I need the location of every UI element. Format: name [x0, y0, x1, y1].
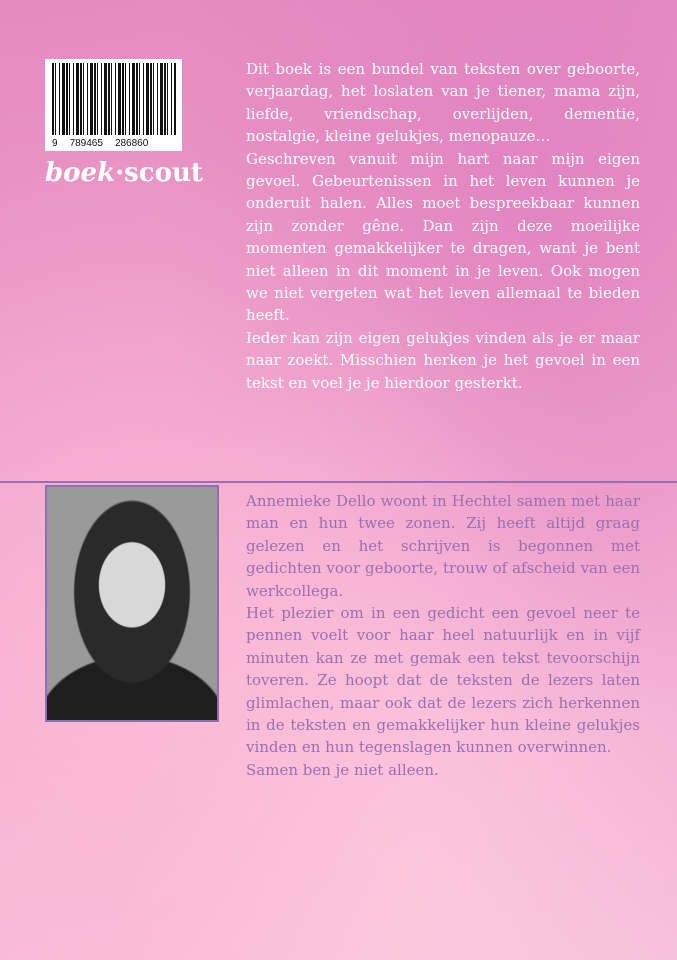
blurb-paragraph: Dit boek is een bundel van teksten over geboorte, verjaardag, het loslaten van je tiener, mama zijn, liefde, vriendschap, overlijden, dementie, nostalgie, kleine gelukjes, menopauze…: [246, 60, 640, 146]
bio-paragraph: Annemieke Dello woont in Hechtel samen met haar man en hun twee zonen. Zij heeft altijd graag gelezen en het schrijven is begonnen met gedichten voor geboorte, trouw of afscheid van een werkcollega.: [246, 492, 640, 600]
blurb-text: [246, 58, 640, 394]
divider-line: [0, 481, 677, 483]
publisher-logo: boek·scout: [45, 158, 203, 188]
blurb-paragraph: Geschreven vanuit mijn hart naar mijn eigen gevoel. Gebeurtenissen in het leven kunnen je onderuit halen. Alles moet bespreekbaar kunnen zijn zonder gêne. Dan zijn deze moeilijke momenten gemakkelijker te dragen, want je bent niet alleen in dit moment in je leven. Ook mogen we niet vergeten wat het leven allemaal te bieden heeft.: [246, 149, 640, 325]
barcode-bars: [52, 63, 176, 135]
bio-paragraph: Het plezier om in een gedicht een gevoel neer te pennen voelt voor haar heel natuurlijk en in vijf minuten kan ze met gemak een tekst tevoorschijn toveren. Ze hoopt dat de teksten de lezers laten glimlachen, maar ook dat de lezers zich herkennen in de teksten en gemakkelijker hun kleine gelukjes vinden en hun tegenslagen kunnen overwinnen.: [246, 604, 640, 757]
isbn-number: [50, 138, 150, 149]
isbn-part-2: 286860: [114, 138, 149, 149]
bio-paragraph: Samen ben je niet alleen.: [246, 760, 439, 779]
isbn-prefix: 9: [52, 138, 58, 149]
blurb-paragraph: Ieder kan zijn eigen gelukjes vinden als je er maar naar zoekt. Misschien herken je het gevoel in een tekst en voel je je hierdoor gesterkt.: [246, 328, 640, 392]
author-bio: [246, 490, 640, 781]
author-photo: [45, 485, 219, 722]
isbn-part-1: 789465: [69, 138, 103, 149]
isbn-barcode: [45, 59, 182, 151]
